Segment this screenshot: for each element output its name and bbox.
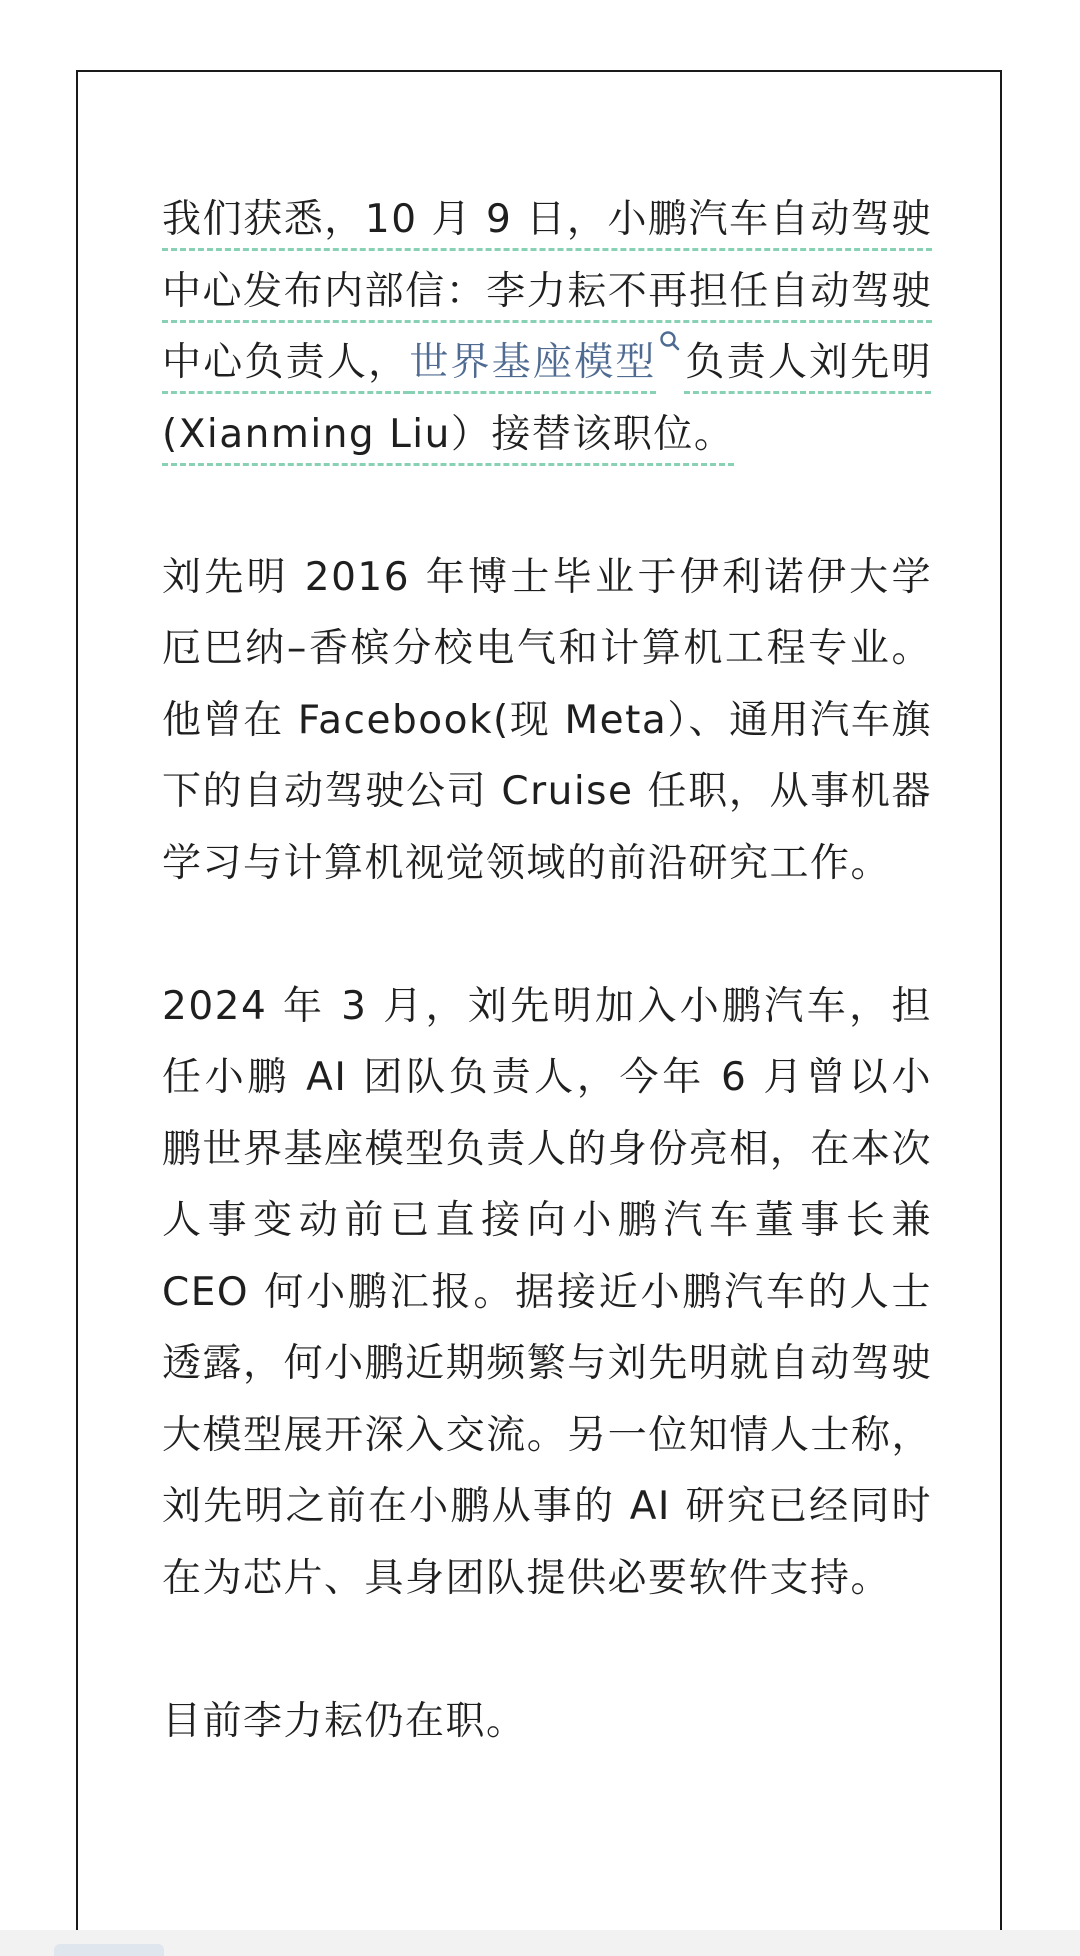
paragraph-1: [162, 184, 932, 470]
paragraph-1-text-after: 负责人刘先明(Xianming Liu）接替该职位。: [162, 340, 932, 457]
keyword-link-text[interactable]: 世界基座模型: [409, 340, 657, 385]
highlighted-sentence: [162, 197, 932, 457]
paragraph-4: 目前李力耘仍在职。: [162, 1698, 527, 1744]
paragraph-2: 刘先明 2016 年博士毕业于伊利诺伊大学厄巴纳–香槟分校电气和计算机工程专业。他曾在 Facebook(现 Meta）、通用汽车旗下的自动驾驶公司 Cruise 任职，从事机器学习与计算机视觉领域的前沿研究工作。: [162, 554, 932, 886]
keyword-link[interactable]: [409, 340, 684, 385]
paragraph-3: 2024 年 3 月，刘先明加入小鹏汽车，担任小鹏 AI 团队负责人，今年 6 月曾以小鹏世界基座模型负责人的身份亮相，在本次人事变动前已直接向小鹏汽车董事长兼 CEO 何小鹏汇报。据接近小鹏汽车的人士透露，何小鹏近期频繁与刘先明就自动驾驶大模型展开深入交流。另一位知情人士称，刘先明之前在小鹏从事的 AI 研究已经同时在为芯片、具身团队提供必要软件支持。: [162, 983, 932, 1601]
article-body: [162, 184, 932, 1829]
bottom-bar-handle: [54, 1944, 164, 1956]
article-card: [76, 70, 1002, 1956]
search-icon[interactable]: [657, 329, 683, 355]
paragraph-1-text-before: 我们获悉，10 月 9 日，小鹏汽车自动驾驶中心发布内部信：李力耘不再担任自动驾驶中心负责人，: [162, 197, 932, 385]
bottom-bar: [0, 1930, 1080, 1956]
